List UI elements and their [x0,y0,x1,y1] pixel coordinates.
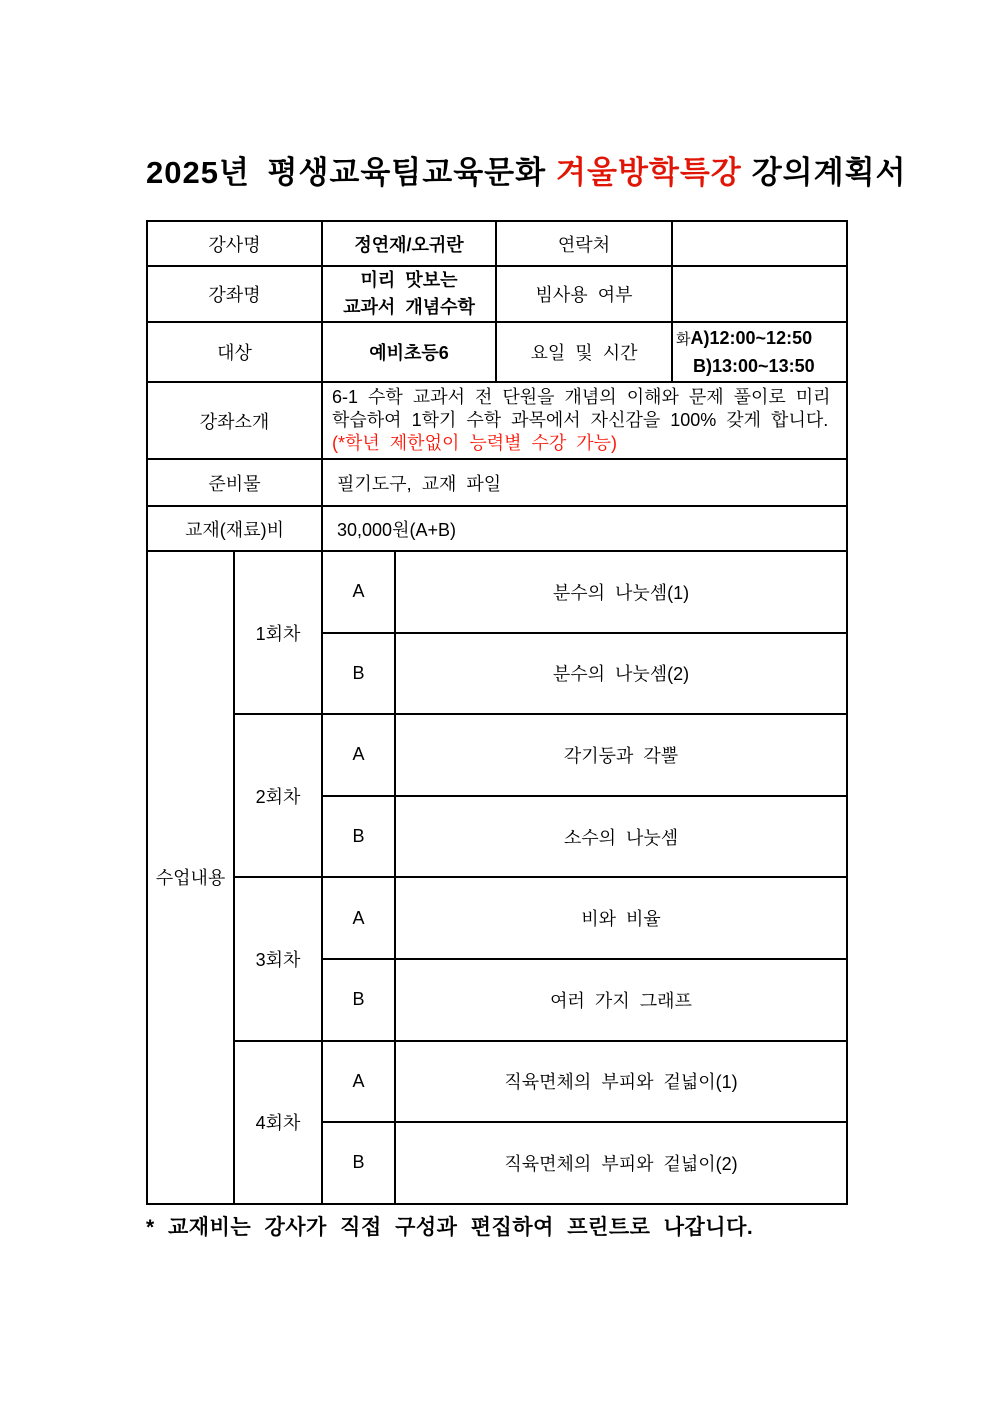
intro-value-cell [322,382,847,459]
session2-slot-a-cell: A [322,714,395,796]
contact-label-cell: 연락처 [496,221,672,266]
session4-content-a-cell: 직육면체의 부피와 겉넓이(1) [395,1041,847,1123]
course-label-cell: 강좌명 [147,266,322,322]
row-instructor [147,221,847,266]
session1-slot-b-cell: B [322,633,395,715]
title-highlight: 겨울방학특강 [556,155,742,190]
row-fee [147,506,847,551]
fee-label-cell: 교재(재료)비 [147,506,322,551]
session1-content-b-cell: 분수의 나눗셈(2) [395,633,847,715]
schedule-line-a [676,325,846,353]
beam-usage-value-cell [672,266,847,322]
session1-cell: 1회차 [234,551,322,714]
course-value-line1: 미리 맛보는 [360,270,458,290]
schedule-time-a: A)12:00~12:50 [690,328,813,348]
intro-label-cell: 강좌소개 [147,382,322,459]
title-prefix: 2025년 평생교육팀교육문화 [146,155,547,190]
target-value-cell: 예비초등6 [322,322,496,382]
session4-content-b-cell: 직육면체의 부피와 겉넓이(2) [395,1122,847,1204]
intro-text-black: 6-1 수학 교과서 전 단원을 개념의 이해와 문제 풀이로 미리 학습하여 1학기 수학 과목에서 자신감을 100% 갖게 합니다. [332,387,831,430]
lecture-plan-table [146,220,848,1205]
row-materials [147,459,847,506]
row-session3-a [147,877,847,959]
document-content [146,150,907,1241]
footer-note: * 교재비는 강사가 직접 구성과 편집하여 프린트로 나갑니다. [146,1215,754,1239]
session2-content-a-cell: 각기둥과 각뿔 [395,714,847,796]
row-session4-a [147,1041,847,1123]
course-value-cell [322,266,496,322]
row-session1-a [147,551,847,633]
schedule-time-b: B)13:00~13:50 [693,356,815,376]
schedule-label-cell: 요일 및 시간 [496,322,672,382]
session2-slot-b-cell: B [322,796,395,878]
target-label-cell: 대상 [147,322,322,382]
session4-slot-a-cell: A [322,1041,395,1123]
session2-content-b-cell: 소수의 나눗셈 [395,796,847,878]
session3-cell: 3회차 [234,877,322,1040]
session1-slot-a-cell: A [322,551,395,633]
fee-value-cell: 30,000원(A+B) [322,506,847,551]
row-session2-a [147,714,847,796]
title-suffix: 강의계획서 [751,155,907,190]
materials-label-cell: 준비물 [147,459,322,506]
contact-value-cell [672,221,847,266]
schedule-day: 화 [676,331,691,348]
session3-content-b-cell: 여러 가지 그래프 [395,959,847,1041]
row-intro [147,382,847,459]
session3-content-a-cell: 비와 비율 [395,877,847,959]
session3-slot-b-cell: B [322,959,395,1041]
instructor-value-cell: 정연재/오귀란 [322,221,496,266]
beam-usage-label-cell: 빔사용 여부 [496,266,672,322]
session4-cell: 4회차 [234,1041,322,1204]
session3-slot-a-cell: A [322,877,395,959]
schedule-line-b [676,353,846,379]
course-value-line2: 교과서 개념수학 [343,297,475,317]
session4-slot-b-cell: B [322,1122,395,1204]
schedule-value-cell [672,322,847,382]
materials-value-cell: 필기도구, 교재 파일 [322,459,847,506]
curriculum-label-cell: 수업내용 [147,551,234,1204]
session2-cell: 2회차 [234,714,322,877]
row-course-name [147,266,847,322]
session1-content-a-cell: 분수의 나눗셈(1) [395,551,847,633]
page-title [146,150,907,195]
instructor-label-cell: 강사명 [147,221,322,266]
intro-text-red: (*학년 제한없이 능력별 수강 가능) [332,433,618,453]
row-target [147,322,847,382]
